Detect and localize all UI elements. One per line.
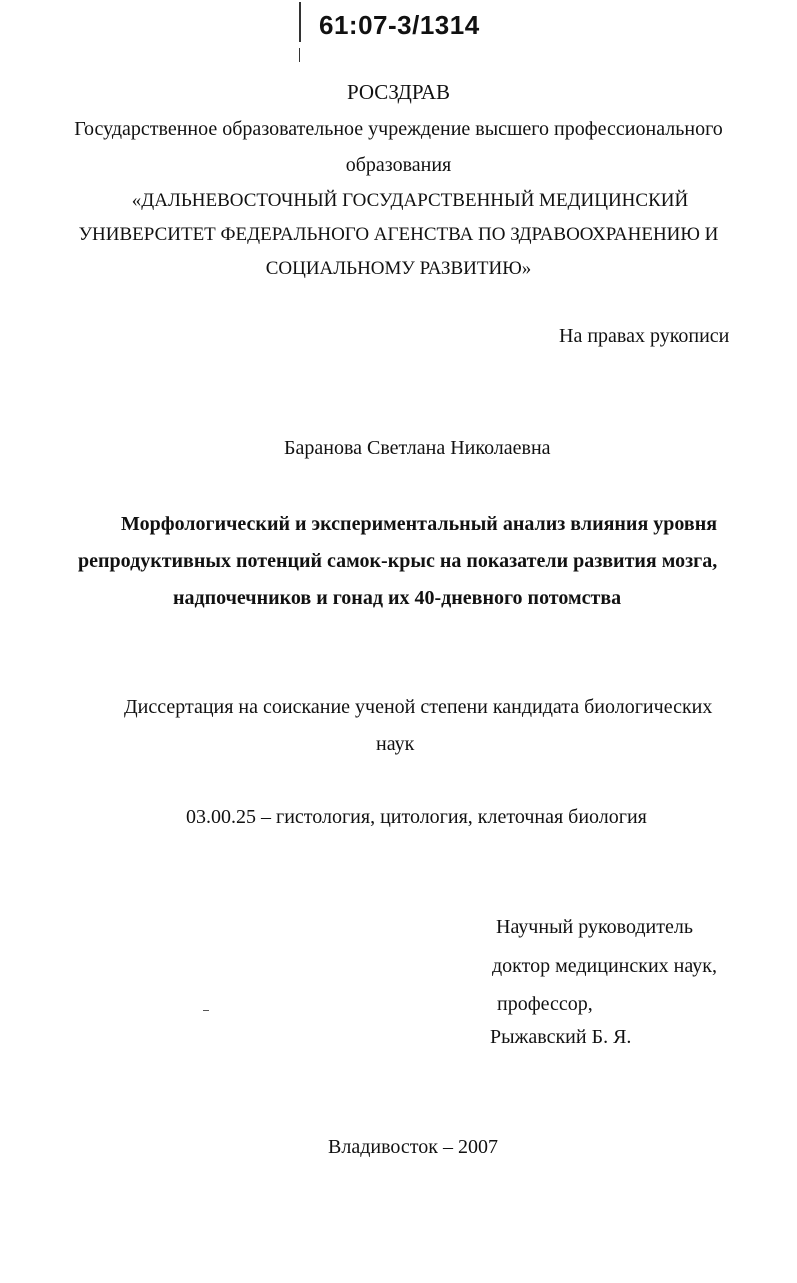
supervisor-label: Научный руководитель xyxy=(496,916,693,938)
scan-mark xyxy=(203,1010,209,1011)
stamp-line-bottom xyxy=(299,48,300,62)
institution-line-2: образования xyxy=(345,154,452,176)
author-name: Баранова Светлана Николаевна xyxy=(284,437,551,459)
ministry-name: РОСЗДРАВ xyxy=(346,80,451,104)
university-line-1: «ДАЛЬНЕВОСТОЧНЫЙ ГОСУДАРСТВЕННЫЙ МЕДИЦИНСКИЙ xyxy=(131,190,689,211)
dissertation-line-2: наук xyxy=(376,733,415,755)
supervisor-degree: доктор медицинских наук, xyxy=(492,955,717,977)
rights-note: На правах рукописи xyxy=(559,325,730,347)
university-line-2: УНИВЕРСИТЕТ ФЕДЕРАЛЬНОГО АГЕНСТВА ПО ЗДРАВООХРАНЕНИЮ И xyxy=(78,224,719,245)
archive-stamp-code: 61:07-3/1314 xyxy=(319,10,480,40)
stamp-line-top xyxy=(299,2,301,42)
supervisor-rank: профессор, xyxy=(497,993,593,1015)
title-line-1: Морфологический и экспериментальный анализ влияния уровня xyxy=(121,513,718,535)
title-line-2: репродуктивных потенций самок-крыс на показатели развития мозга, xyxy=(78,550,718,572)
title-line-3: надпочечников и гонад их 40-дневного потомства xyxy=(173,587,622,609)
university-line-3: СОЦИАЛЬНОМУ РАЗВИТИЮ» xyxy=(265,258,532,279)
supervisor-name: Рыжавский Б. Я. xyxy=(490,1026,632,1048)
dissertation-line-1: Диссертация на соискание ученой степени кандидата биологических xyxy=(124,696,713,718)
city-year: Владивосток – 2007 xyxy=(328,1136,498,1158)
specialty: 03.00.25 – гистология, цитология, клеточная биология xyxy=(186,806,647,828)
institution-line-1: Государственное образовательное учреждение высшего профессионального xyxy=(74,118,723,140)
